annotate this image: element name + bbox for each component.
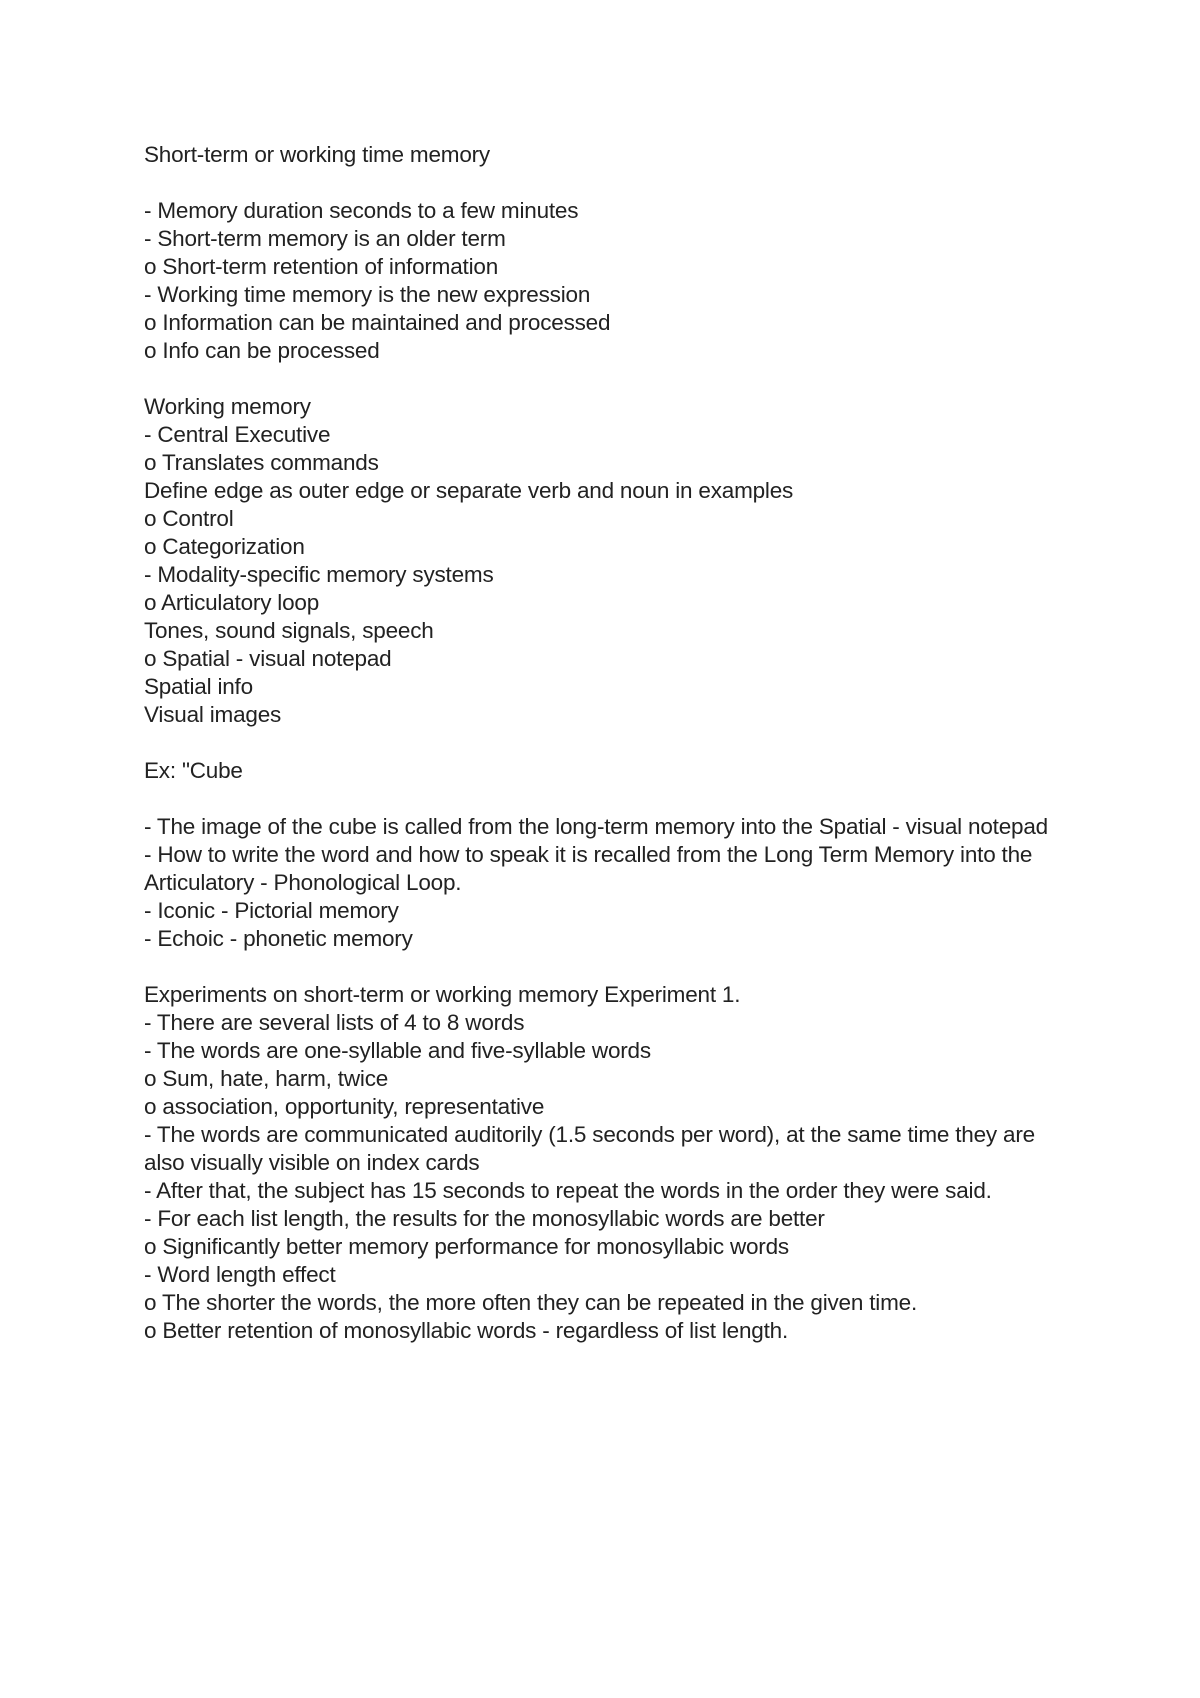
text-line: - Memory duration seconds to a few minutes [144, 198, 579, 223]
paragraph-spacer [144, 729, 1064, 757]
text-line: - The words are one-syllable and five-syllable words [144, 1038, 651, 1063]
text-line: o Categorization [144, 534, 305, 559]
text-line: - Central Executive [144, 422, 331, 447]
text-line: o Better retention of monosyllabic words - regardless of list length. [144, 1318, 789, 1343]
text-line: - Short-term memory is an older term [144, 226, 506, 251]
text-line: o Spatial - visual notepad [144, 646, 392, 671]
text-line: o association, opportunity, representative [144, 1094, 545, 1119]
text-line: - After that, the subject has 15 seconds to repeat the words in the order they were said. [144, 1178, 992, 1203]
paragraph-spacer [144, 785, 1064, 813]
paragraph-spacer [144, 169, 1064, 197]
text-line: o Significantly better memory performance for monosyllabic words [144, 1234, 789, 1259]
text-line: o The shorter the words, the more often they can be repeated in the given time. [144, 1290, 917, 1315]
text-line: - For each list length, the results for the monosyllabic words are better [144, 1206, 825, 1231]
text-line: - The words are communicated auditorily (1.5 seconds per word), at the same time they are also visually visible on index cards [144, 1122, 1035, 1175]
section-example-cube [144, 813, 1064, 953]
text-line: o Control [144, 506, 234, 531]
text-line: - Modality-specific memory systems [144, 562, 494, 587]
section-example-cube-title [144, 757, 1064, 785]
paragraph-spacer [144, 953, 1064, 981]
text-line: o Sum, hate, harm, twice [144, 1066, 389, 1091]
text-line: Tones, sound signals, speech [144, 618, 434, 643]
text-line: Working memory [144, 394, 311, 419]
text-line: o Articulatory loop [144, 590, 320, 615]
text-line: Define edge as outer edge or separate verb and noun in examples [144, 478, 794, 503]
section-experiments [144, 981, 1064, 1345]
text-line: - Iconic - Pictorial memory [144, 898, 399, 923]
text-line: o Translates commands [144, 450, 379, 475]
text-line: - Word length effect [144, 1262, 336, 1287]
text-line: Ex: "Cube [144, 758, 243, 783]
heading-short-term-memory [144, 141, 1064, 169]
text-line: Spatial info [144, 674, 253, 699]
paragraph-spacer [144, 365, 1064, 393]
text-line: - There are several lists of 4 to 8 words [144, 1010, 525, 1035]
document-heading: Short-term or working time memory [144, 142, 490, 167]
text-line: Experiments on short-term or working memory Experiment 1. [144, 982, 741, 1007]
text-line: - Echoic - phonetic memory [144, 926, 413, 951]
text-line: - The image of the cube is called from the long-term memory into the Spatial - visual notepad [144, 814, 1048, 839]
text-line: - How to write the word and how to speak it is recalled from the Long Term Memory into the Articulatory - Phonological Loop. [144, 842, 1033, 895]
text-line: o Information can be maintained and processed [144, 310, 611, 335]
text-line: Visual images [144, 702, 282, 727]
text-line: o Info can be processed [144, 338, 380, 363]
section-memory-duration [144, 197, 1064, 365]
text-line: - Working time memory is the new expression [144, 282, 591, 307]
section-working-memory [144, 393, 1064, 729]
document-page [144, 141, 1064, 1345]
text-line: o Short-term retention of information [144, 254, 499, 279]
